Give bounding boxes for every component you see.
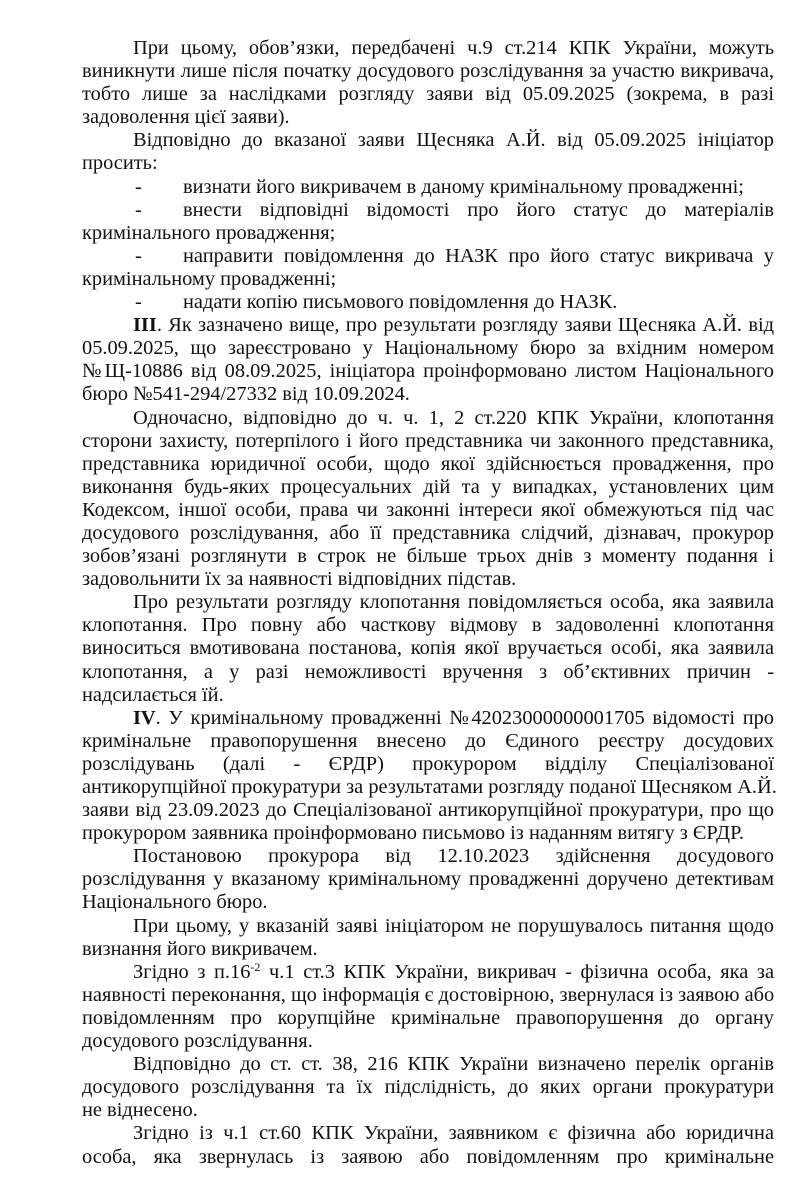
text-line: Згідно із ч.1 ст.60 КПК України, заявником є фізична або юридична bbox=[133, 1122, 774, 1145]
text-line: заяви від 23.09.2023 до Спеціалізованої антикорупційної прокуратури, про що bbox=[82, 799, 774, 822]
text-line: наявності переконання, що інформація є достовірною, звернулася із заявою або bbox=[82, 983, 775, 1006]
text-line: досудового розслідування, або її представника слідчий, дізнавач, прокурор bbox=[82, 521, 774, 544]
list-dash: - bbox=[135, 291, 142, 314]
list-item-text: визнати його викривачем в даному кримінальному провадженні; bbox=[183, 175, 744, 198]
text-line: При цьому, обов’язки, передбачені ч.9 ст.214 КПК України, можуть bbox=[133, 37, 774, 59]
list-item-continuation: кримінального провадження; bbox=[82, 221, 336, 244]
text-line: сторони захисту, потерпілого і його представника чи законного представника, bbox=[82, 429, 774, 452]
superscript: -2 bbox=[250, 959, 261, 974]
list-item bbox=[82, 176, 774, 199]
text-line: виконання будь-яких процесуальних дій та у випадках, установлених цим bbox=[82, 475, 774, 498]
text-line: Про результати розгляду клопотання повідомляється особа, яка заявила bbox=[133, 591, 774, 614]
section-4-line bbox=[82, 707, 774, 730]
text-fragment: . У кримінальному провадженні №42023000000001705 відомості про bbox=[155, 706, 774, 729]
text-line: Кодексом, іншої особи, права чи законні інтереси якої обмежуються під час bbox=[82, 498, 774, 521]
text-fragment: Згідно з п.16 bbox=[133, 960, 251, 983]
text-line: досудового розслідування та їх підслідність, до яких органи прокуратури bbox=[82, 1076, 774, 1099]
text-line: Національного бюро. bbox=[82, 891, 268, 914]
text-line: задовольнити їх за наявності відповідних підстав. bbox=[82, 568, 517, 591]
text-line: антикорупційної прокуратури за результатами розгляду поданої Щесняком А.Й. bbox=[82, 776, 777, 798]
list-item bbox=[82, 199, 774, 222]
text-line: особа, яка звернулась із заявою або повідомленням про кримінальне bbox=[82, 1145, 774, 1168]
text-line: клопотання, а у разі неможливості вручення з об’єктивних причин - bbox=[82, 660, 774, 683]
text-line: клопотання. Про повну або часткову відмову в задоволенні клопотання bbox=[82, 614, 774, 637]
document-body bbox=[82, 37, 777, 1169]
text-fragment: ч.1 ст.3 КПК України, викривач - фізична особа, яка за bbox=[260, 960, 774, 983]
text-line: просить: bbox=[82, 152, 158, 175]
text-line: виникнути лише після початку досудового розслідування за участю викривача, bbox=[82, 60, 774, 83]
text-line: не віднесено. bbox=[82, 1099, 198, 1122]
list-dash: - bbox=[135, 244, 142, 267]
text-line: При цьому, у вказаній заяві ініціатором не порушувалось питання щодо bbox=[133, 914, 774, 937]
text-line: досудового розслідування. bbox=[82, 1030, 313, 1053]
text-fragment: . Як зазначено вище, про результати розгляду заяви Щесняка А.Й. від bbox=[156, 314, 774, 337]
section-numeral: IV bbox=[133, 706, 156, 729]
text-line bbox=[82, 961, 774, 984]
text-line: визнання його викривачем. bbox=[82, 937, 318, 960]
text-line: Відповідно до ст. ст. 38, 216 КПК України визначено перелік органів bbox=[133, 1053, 774, 1076]
text-line: надсилається їй. bbox=[82, 683, 224, 706]
text-line: 05.09.2025, що зареєстровано у Національному бюро за вхідним номером bbox=[82, 337, 774, 360]
list-dash: - bbox=[135, 175, 142, 198]
text-line: Відповідно до вказаної заяви Щесняка А.Й. від 05.09.2025 ініціатор bbox=[133, 129, 774, 152]
list-item-text: надати копію письмового повідомлення до НАЗК. bbox=[183, 291, 618, 314]
list-item bbox=[82, 291, 774, 314]
text-line: задоволення цієї заяви). bbox=[82, 106, 290, 129]
text-line: розслідування у вказаному кримінальному провадженні доручено детективам bbox=[82, 868, 774, 891]
list-item bbox=[82, 245, 774, 268]
text-line: представника юридичної особи, щодо якої здійснюється провадження, про bbox=[82, 452, 774, 475]
text-line: Постановою прокурора від 12.10.2023 здійснення досудового bbox=[133, 845, 774, 868]
text-line: повідомленням про корупційне кримінальне правопорушення до органу bbox=[82, 1006, 774, 1029]
section-numeral: ІІІ bbox=[133, 314, 157, 337]
text-line: зобов’язані розглянути в строк не більше трьох днів з моменту подання і bbox=[82, 545, 774, 568]
text-line: тобто лише за наслідками розгляду заяви від 05.09.2025 (зокрема, в разі bbox=[82, 83, 774, 106]
text-line: Одночасно, відповідно до ч. ч. 1, 2 ст.220 КПК України, клопотання bbox=[133, 406, 774, 429]
text-line: кримінальне правопорушення внесено до Єдиного реєстру досудових bbox=[82, 729, 774, 752]
text-line: розслідувань (далі - ЄРДР) прокурором відділу Спеціалізованої bbox=[82, 752, 774, 775]
list-item-continuation: кримінальному провадженні; bbox=[82, 267, 337, 290]
text-line: виноситься вмотивована постанова, копія якої вручається особі, яка заявила bbox=[82, 637, 774, 660]
text-line: бюро №541-294/27332 від 10.09.2024. bbox=[82, 383, 410, 406]
text-line: №Щ-10886 від 08.09.2025, ініціатора проінформовано листом Національного bbox=[82, 360, 774, 383]
list-dash: - bbox=[135, 198, 142, 221]
list-item-text: направити повідомлення до НАЗК про його статус викривача у bbox=[183, 244, 774, 267]
request-list bbox=[82, 176, 774, 315]
text-line: прокурором заявника проінформовано письмово із наданням витягу з ЄРДР. bbox=[82, 822, 744, 845]
section-3-line bbox=[82, 314, 774, 337]
list-item-text: внести відповідні відомості про його статус до матеріалів bbox=[183, 198, 774, 221]
